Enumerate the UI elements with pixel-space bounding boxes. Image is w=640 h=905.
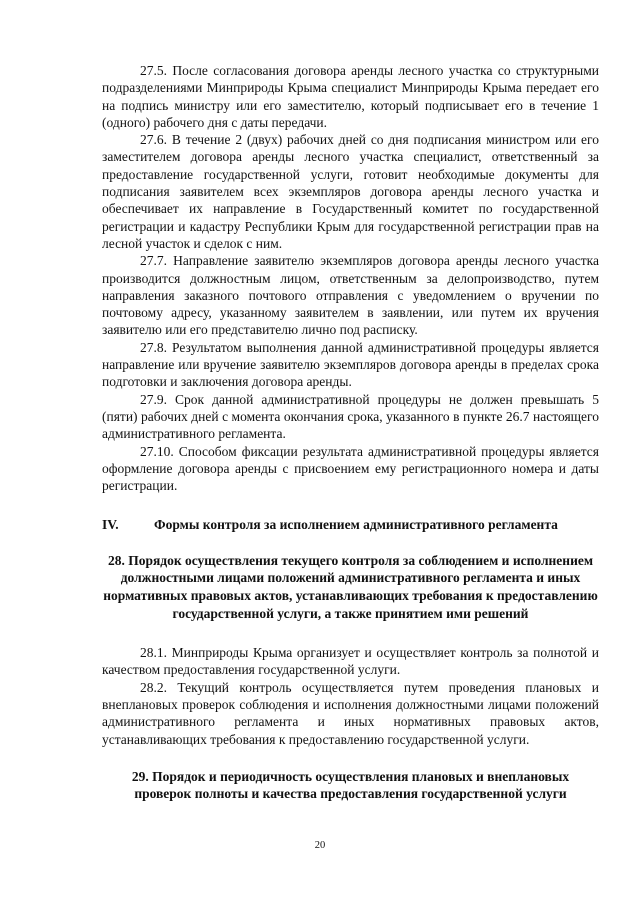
paragraph-28-1: 28.1. Минприроды Крыма организует и осуществляет контроль за полнотой и качеством предоставления государственной услуги. [102, 645, 599, 678]
paragraph-27-7: 27.7. Направление заявителю экземпляров договора аренды лесного участка производится должностным лицом, ответственным за делопроизводство, путем направления заказного почтового отправления с уведомлением о вручении по почтовому адресу, указанному заявителем в заявлении, или путем их вручения заявителю или его представителю лично под расписку. [102, 253, 599, 338]
paragraph-27-6: 27.6. В течение 2 (двух) рабочих дней со дня подписания министром или его заместителем договора аренды лесного участка специалист, ответственный за предоставление государственной услуги, готовит необходимые документы для подписания заявителем всех экземпляров договора аренды лесного участка и обеспечивает их направление в Государственный комитет по государственной регистрации и кадастру Республики Крым для государственной регистрации прав на лесной участок и сделок с ним. [102, 132, 599, 251]
paragraph-27-10: 27.10. Способом фиксации результата административной процедуры является оформление договора аренды с присвоением ему регистрационного номера и даты регистрации. [102, 443, 599, 494]
subsection-29-title: 29. Порядок и периодичность осуществления плановых и внеплановых проверок полноты и качества предоставления государственной услуги [131, 768, 570, 802]
section-heading [102, 516, 599, 533]
page-number: 20 [314, 840, 326, 851]
paragraph-27-9: 27.9. Срок данной административной процедуры не должен превышать 5 (пяти) рабочих дней с момента окончания срока, указанного в пункте 26.7 настоящего административного регламента. [102, 391, 599, 442]
paragraph-27-8: 27.8. Результатом выполнения данной административной процедуры является направление или вручение заявителю экземпляров договора аренды в пределах срока подготовки и заключения договора аренды. [102, 339, 599, 390]
section-title: Формы контроля за исполнением административного регламента [154, 517, 558, 533]
section-number: IV. [102, 517, 119, 533]
subsection-28-title: 28. Порядок осуществления текущего контроля за соблюдением и исполнением должностными лицами положений административного регламента и иных нормативных правовых актов, устанавливающих требования к предоставлению государственной услуги, а также принятием ими решений [103, 552, 598, 621]
document-page [102, 62, 599, 803]
paragraph-28-2: 28.2. Текущий контроль осуществляется путем проведения плановых и внеплановых проверок соблюдения и исполнения должностными лицами положений административного регламента и иных нормативных правовых актов, устанавливающих требования к предоставлению государственной услуги. [102, 679, 599, 747]
subsection-28-body [102, 644, 599, 748]
paragraph-27-5: 27.5. После согласования договора аренды лесного участка со структурными подразделениями Минприроды Крыма специалист Минприроды Крыма передает его на подпись министру или его заместителю, который подписывает его в течение 1 (одного) рабочего дня с даты передачи. [102, 63, 599, 130]
